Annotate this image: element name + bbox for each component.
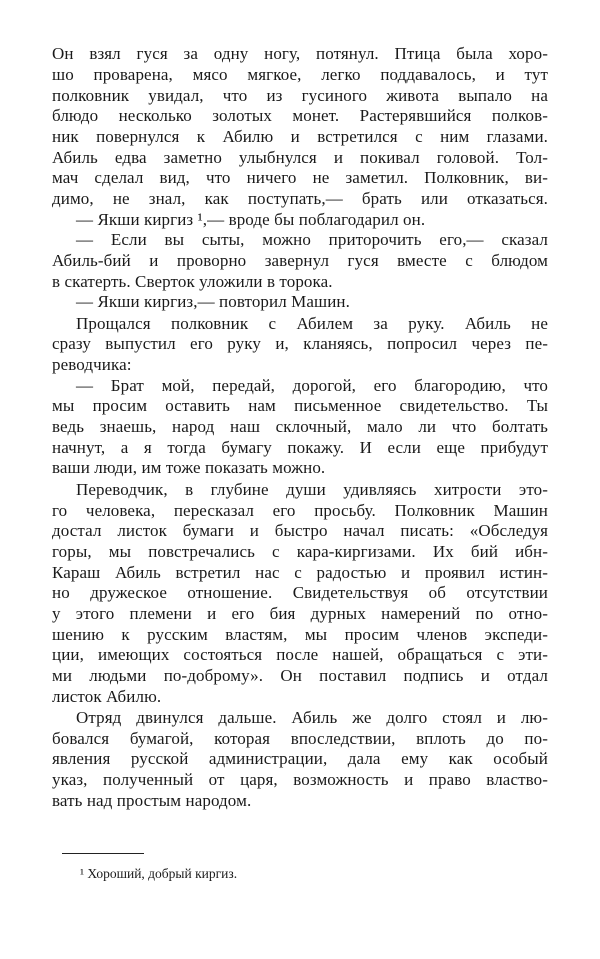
text-line: у этого племени и его бия дурных намерений по отно-	[52, 604, 548, 623]
text-line: но дружеское отношение. Свидетельствуя об отсутствии	[52, 583, 548, 602]
text-line: Он взял гуся за одну ногу, потянул. Птица была хоро-	[52, 44, 548, 63]
text-line: го человека, пересказал его просьбу. Полковник Машин	[52, 501, 548, 520]
text-line: бовался бумагой, которая впоследствии, вплоть до по-	[52, 729, 548, 748]
text-line: Переводчик, в глубине души удивляясь хитрости это-	[76, 480, 548, 499]
text-line: ваши люди, им тоже показать можно.	[52, 458, 326, 477]
text-line: Абиль едва заметно улыбнулся и покивал головой. Тол-	[52, 148, 548, 167]
text-line: сразу выпустил его руку и, кланяясь, попросил через пе-	[52, 334, 548, 353]
text-line: явления русской администрации, дала ему как особый	[52, 749, 548, 768]
text-line: Отряд двинулся дальше. Абиль же долго стоял и лю-	[76, 708, 548, 727]
text-line: горы, мы повстречались с кара-киргизами. Их бий ибн-	[52, 542, 548, 561]
text-line: блюдо несколько золотых монет. Растерявшийся полков-	[52, 106, 548, 125]
text-line: реводчика:	[52, 355, 132, 374]
text-line: — Якши киргиз ¹,— вроде бы поблагодарил он.	[76, 210, 426, 229]
text-line: вать над простым народом.	[52, 791, 252, 810]
text-line: в скатерть. Сверток уложили в торока.	[52, 272, 333, 291]
text-line: Караш Абиль встретил нас с радостью и проявил истин-	[52, 563, 548, 582]
text-line: Абиль-бий и проворно завернул гуся вместе с блюдом	[52, 251, 548, 270]
text-line: ми людьми по-доброму». Он поставил подпись и отдал	[52, 666, 548, 685]
text-line: шо проварена, мясо мягкое, легко поддавалось, и тут	[52, 65, 548, 84]
text-line: Прощался полковник с Абилем за руку. Абиль не	[76, 314, 548, 333]
footnote: ¹ Хороший, добрый киргиз.	[80, 866, 238, 881]
text-line: димо, не знал, как поступать,— брать или отказаться.	[52, 189, 548, 208]
text-line: листок Абилю.	[52, 687, 162, 706]
book-page	[52, 40, 548, 919]
text-line: указ, полученный от царя, возможность и право властво-	[52, 770, 548, 789]
text-line: ции, имеющих состояться после нашей, обращаться с эти-	[52, 645, 548, 664]
footnote-divider	[62, 853, 144, 854]
text-line: достал листок бумаги и быстро начал писать: «Обследуя	[52, 521, 548, 540]
text-line: ведь знаешь, народ наш склочный, мало ли что болтать	[52, 417, 548, 436]
text-line: начнут, а я тогда бумагу покажу. И если еще прибудут	[52, 438, 548, 457]
text-line: — Брат мой, передай, дорогой, его благородию, что	[76, 376, 548, 395]
text-line: полковник увидал, что из гусиного живота выпало на	[52, 86, 548, 105]
text-line: — Якши киргиз,— повторил Машин.	[76, 292, 350, 311]
text-line: ник повернулся к Абилю и встретился с ним глазами.	[52, 127, 548, 146]
text-line: мы просим оставить нам письменное свидетельство. Ты	[52, 396, 548, 415]
text-line: шению к русским властям, мы просим членов экспеди-	[52, 625, 548, 644]
text-line: мач сделал вид, что ничего не заметил. Полковник, ви-	[52, 168, 548, 187]
text-line: — Если вы сыты, можно приторочить его,— сказал	[76, 230, 548, 249]
